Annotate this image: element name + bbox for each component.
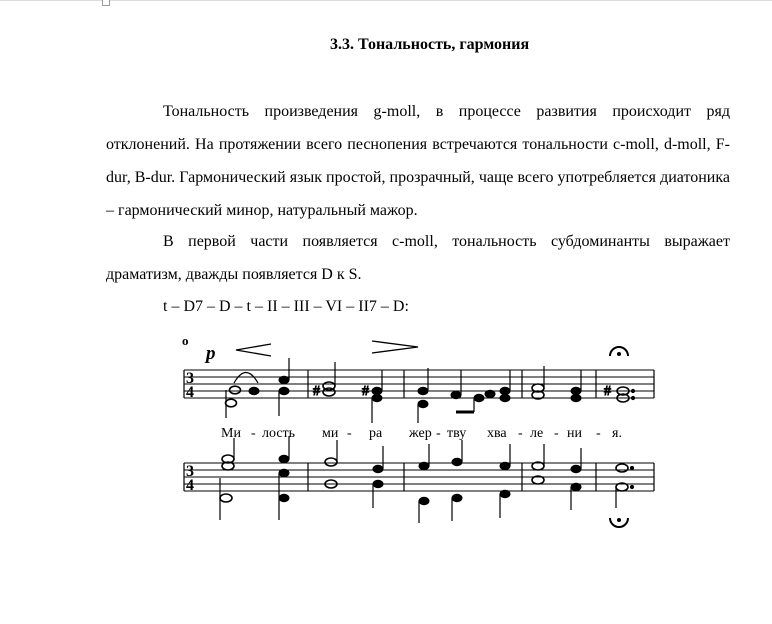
page-top-edge	[0, 0, 772, 1]
lyric-syllable: лость	[262, 426, 296, 441]
svg-text:3: 3	[186, 370, 194, 387]
lyric-syllable: ни	[567, 426, 582, 441]
dynamic-piano: p	[206, 343, 216, 364]
lyric-syllable: тву	[447, 426, 467, 441]
lyrics-line	[221, 426, 622, 441]
section-heading: 3.3. Тональность, гармония	[330, 36, 530, 53]
lyric-hyphen: -	[518, 426, 523, 441]
svg-text:4: 4	[186, 477, 194, 494]
music-score	[176, 328, 658, 540]
lower-staff-notes	[220, 436, 634, 523]
lyric-hyphen: -	[554, 426, 559, 441]
lyric-hyphen: -	[251, 426, 256, 441]
measure-marker: o	[182, 333, 189, 348]
lyric-syllable: ра	[369, 426, 383, 441]
lyric-hyphen: -	[596, 426, 601, 441]
decrescendo-hairpin	[372, 341, 418, 353]
lyric-syllable: ле	[530, 426, 544, 441]
svg-text:3: 3	[186, 463, 194, 480]
upper-time-signature	[186, 370, 194, 401]
svg-text:#: #	[313, 384, 320, 399]
harmony-sequence: t – D7 – D – t – II – III – VI – II7 – D:	[163, 298, 409, 315]
paragraph-tonality: Тональность произведения g-moll, в процессе развития происходит ряд отклонений. На протяжении всего песнопения встречаются тональности c-moll, d-moll, F-dur, B-dur. Гармонический язык простой, прозрачный, чаще всего употребляется диатоника – гармонический минор, натуральный мажор.	[106, 103, 730, 219]
paragraph-first-part: В первой части появляется c-moll, тональность субдоминанты выражает драматизм, дважды появляется D к S.	[106, 233, 730, 283]
fermata-upper	[610, 347, 628, 356]
lyric-syllable: жер	[409, 426, 432, 441]
svg-text:#: #	[362, 384, 369, 399]
crescendo-hairpin	[236, 344, 271, 356]
lower-time-signature	[186, 463, 194, 494]
lyric-hyphen: -	[436, 426, 441, 441]
lyric-hyphen: -	[347, 426, 352, 441]
lyric-syllable: Ми	[221, 426, 241, 441]
fermata-lower	[610, 518, 628, 527]
lyric-syllable: я.	[612, 426, 622, 441]
lyric-syllable: хва	[487, 426, 507, 441]
text-boundary-marker	[102, 0, 110, 6]
lyric-syllable: ми	[322, 426, 339, 441]
svg-text:4: 4	[186, 384, 194, 401]
svg-text:#: #	[604, 384, 611, 399]
